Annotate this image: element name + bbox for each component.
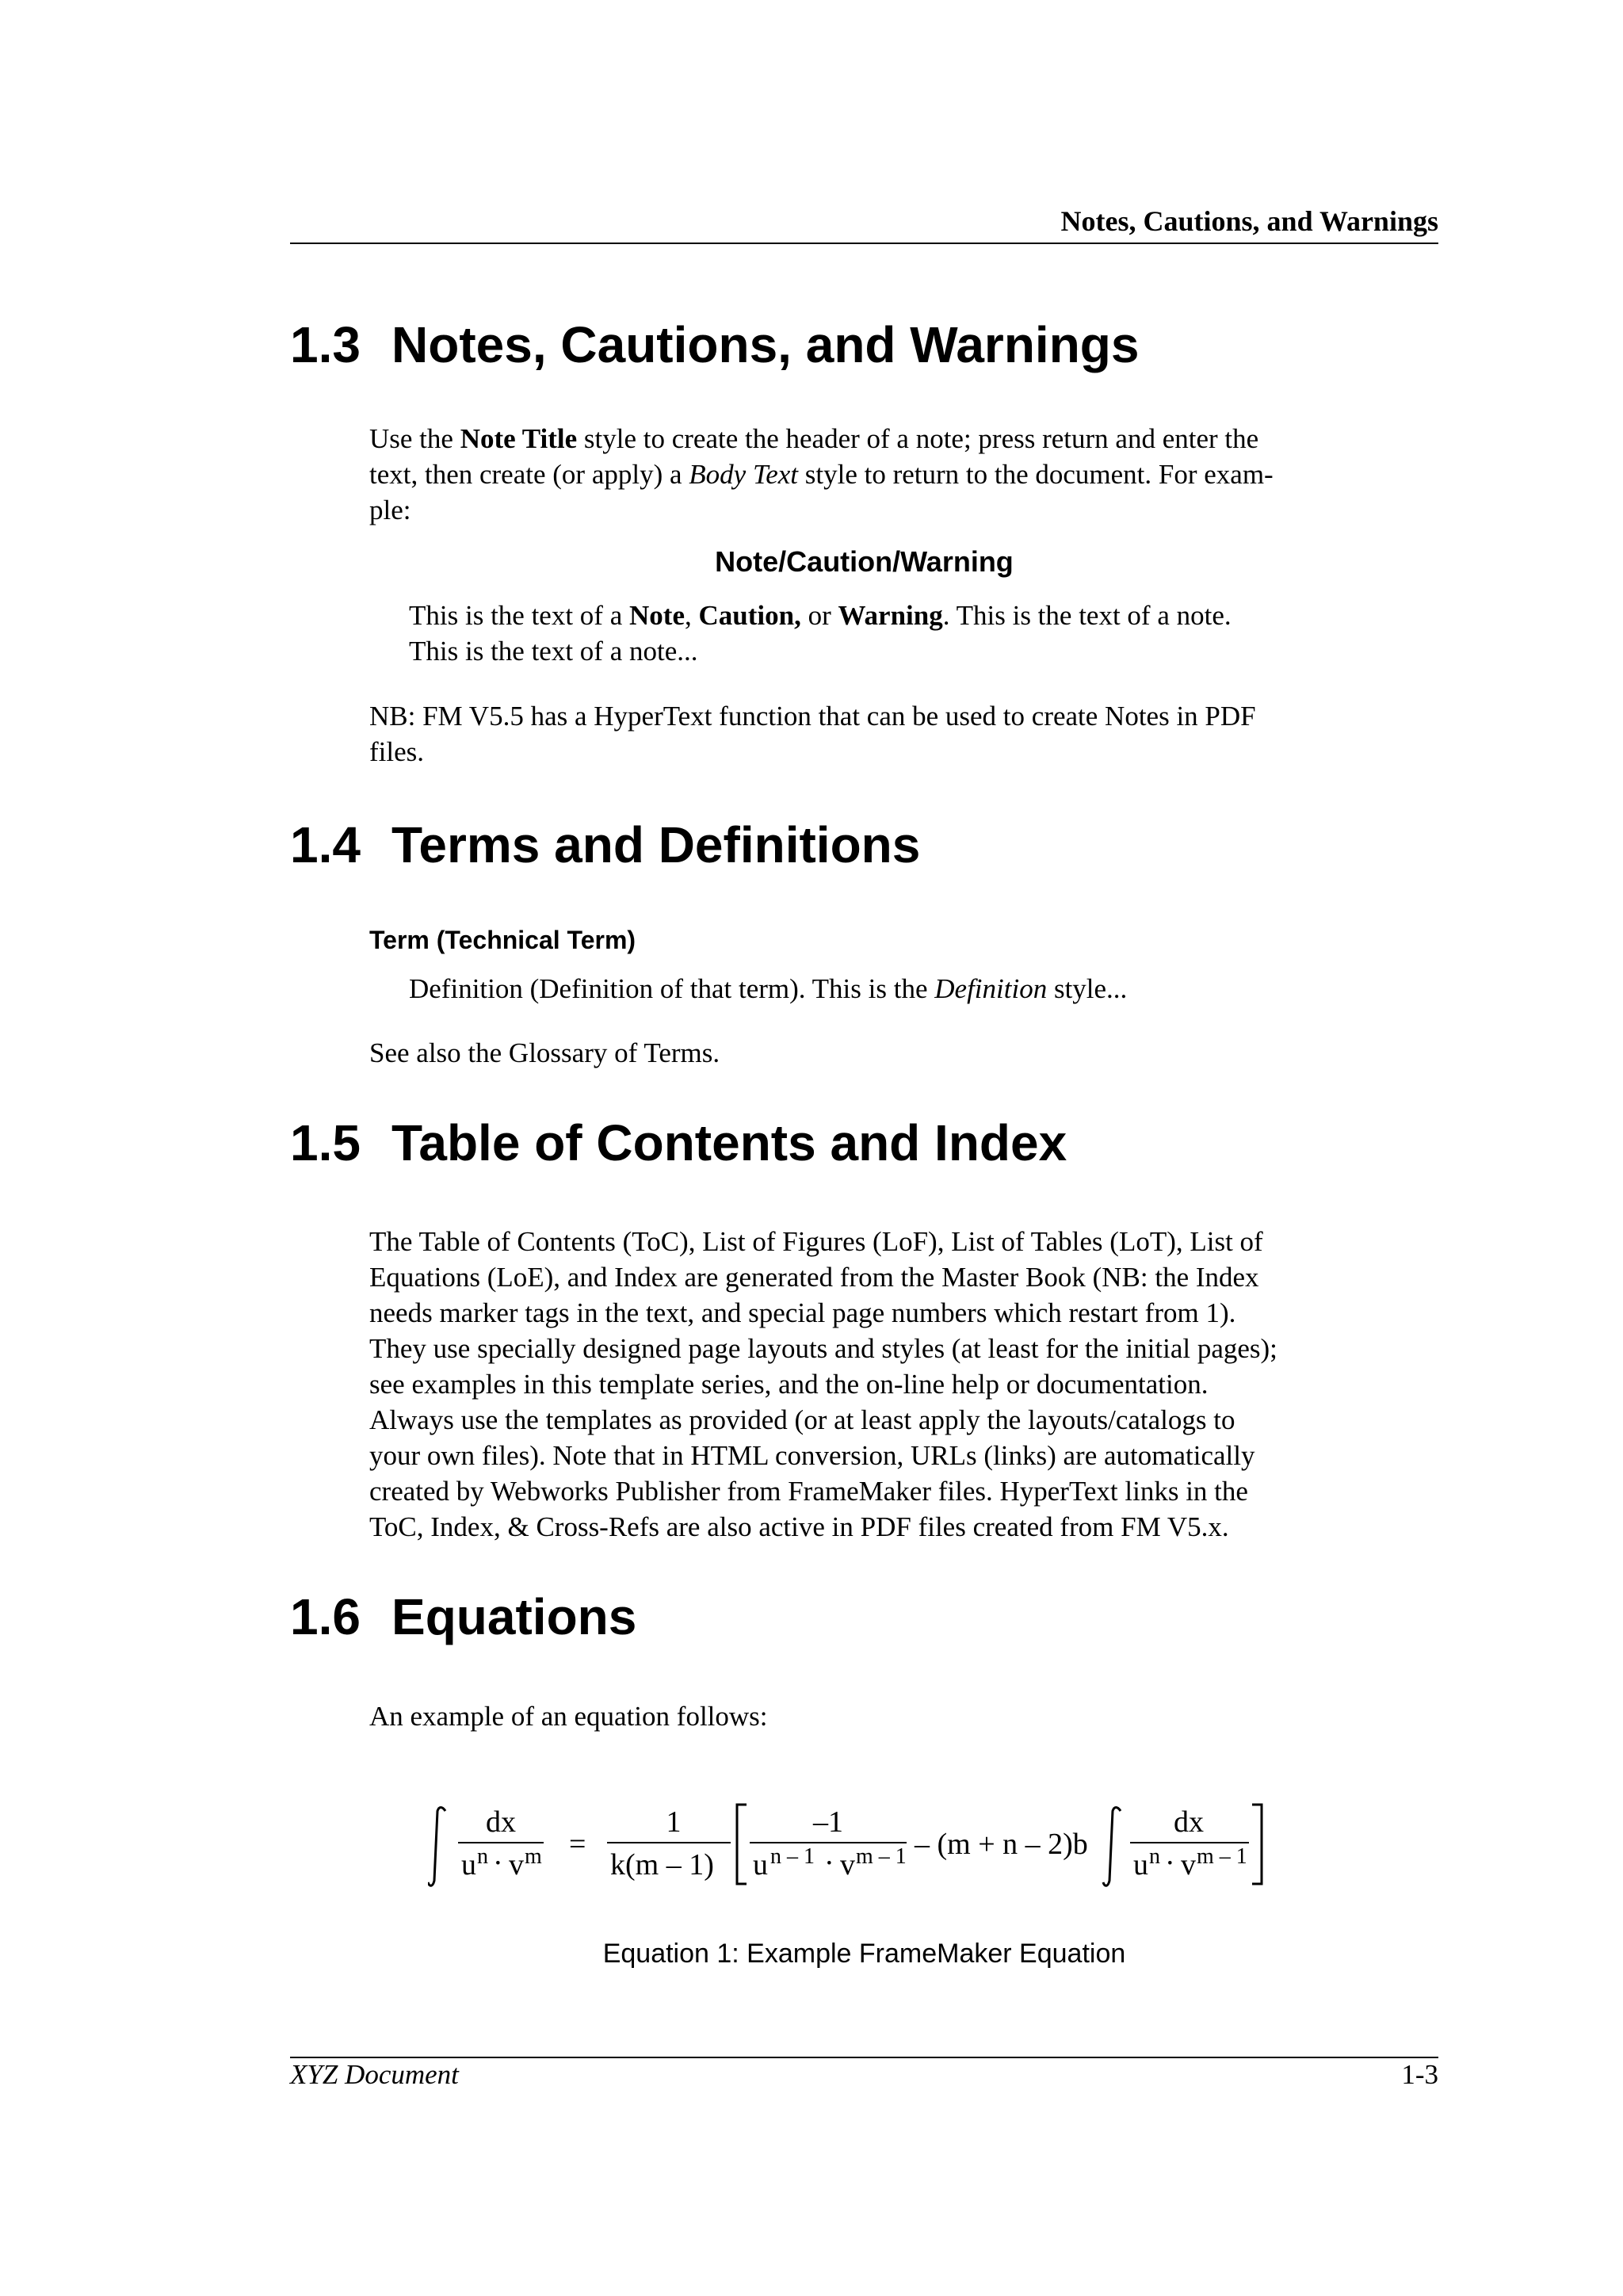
paragraph-line: see examples in this template series, and the on-line help or documentation.	[369, 1369, 1209, 1400]
middle-expression: – (m + n – 2)b	[915, 1828, 1088, 1861]
section-heading-1-4	[290, 816, 920, 874]
note-text	[409, 598, 1400, 669]
denominator-v: v	[1181, 1848, 1196, 1881]
section-number: 1.4	[290, 816, 361, 873]
bold-run: Warning	[838, 600, 943, 631]
text-run: . This is the text of a note.	[942, 600, 1232, 631]
paragraph-line	[409, 971, 1400, 1007]
section-heading-1-3	[290, 315, 1139, 374]
bold-run: Note	[629, 600, 685, 631]
section-heading-1-6	[290, 1587, 636, 1646]
text-run: style to return to the document. For exam-	[798, 459, 1274, 490]
denominator-u: u	[753, 1848, 768, 1881]
numerator-dx: dx	[1174, 1805, 1204, 1839]
dot-operator: ·	[1165, 1847, 1175, 1880]
text-run: This is the text of a	[409, 600, 630, 631]
footer-document-title: XYZ Document	[290, 2059, 459, 2090]
numerator-dx: dx	[486, 1805, 516, 1839]
text-run: text, then create (or apply) a	[369, 459, 689, 490]
toc-paragraph	[369, 1224, 1360, 1545]
see-also-paragraph	[369, 1035, 1360, 1071]
exponent-m-minus-1: m – 1	[1197, 1844, 1247, 1869]
dot-operator: ·	[493, 1847, 503, 1880]
nb-paragraph	[369, 698, 1360, 770]
equation-caption: Equation 1: Example FrameMaker Equation	[602, 1939, 1126, 1969]
numerator-neg-one: –1	[813, 1805, 843, 1839]
running-header: Notes, Cautions, and Warnings	[1060, 205, 1438, 237]
denominator-v: v	[509, 1848, 524, 1881]
text-run: style...	[1047, 973, 1128, 1004]
section-title: Terms and Definitions	[391, 816, 921, 873]
paragraph-line: files.	[369, 736, 425, 767]
text-run: Use the	[369, 423, 460, 454]
notes-intro-paragraph	[369, 421, 1360, 528]
bold-run: Caution,	[698, 600, 801, 631]
paragraph-line: Equations (LoE), and Index are generated from the Master Book (NB: the Index	[369, 1262, 1259, 1293]
integral-sign	[1103, 1808, 1121, 1886]
text-run: style to create the header of a note; press return and enter the	[577, 423, 1259, 454]
paragraph-line: They use specially designed page layouts and styles (at least for the initial pages);	[369, 1333, 1277, 1364]
exponent-m: m	[525, 1844, 542, 1869]
text-run: or	[800, 600, 838, 631]
text-run: Definition (Definition of that term). This is the	[409, 973, 935, 1004]
section-heading-1-5	[290, 1114, 1067, 1172]
exponent-n-minus-1: n – 1	[770, 1844, 815, 1869]
section-title: Equations	[391, 1588, 637, 1645]
paragraph-line: This is the text of a note...	[409, 636, 698, 667]
paragraph-line	[369, 421, 1360, 457]
section-title: Table of Contents and Index	[391, 1114, 1067, 1171]
dot-operator: ·	[824, 1847, 834, 1880]
definition-text	[409, 971, 1400, 1007]
exponent-m-minus-1: m – 1	[856, 1844, 907, 1869]
paragraph-line	[369, 457, 1360, 492]
denominator-u: u	[1133, 1848, 1148, 1881]
paragraph-line: needs marker tags in the text, and special page numbers which restart from 1).	[369, 1297, 1236, 1328]
numerator-one: 1	[666, 1805, 682, 1839]
footer-rule	[290, 2057, 1438, 2058]
term-heading: Term (Technical Term)	[369, 926, 636, 954]
text-run: ,	[684, 600, 699, 631]
section-number: 1.3	[290, 316, 361, 373]
left-bracket	[737, 1805, 747, 1884]
paragraph-line	[409, 598, 1400, 633]
integral-sign	[428, 1808, 445, 1886]
note-title: Note/Caution/Warning	[715, 545, 1014, 578]
paragraph-line: An example of an equation follows:	[369, 1701, 768, 1732]
paragraph-line: Always use the templates as provided (or at least apply the layouts/catalogs to	[369, 1404, 1235, 1435]
italic-run: Definition	[934, 973, 1048, 1004]
denominator-v: v	[840, 1848, 855, 1881]
paragraph-line: your own files). Note that in HTML conversion, URLs (links) are automatically	[369, 1440, 1255, 1471]
paragraph-line: The Table of Contents (ToC), List of Figures (LoF), List of Tables (LoT), List of	[369, 1226, 1263, 1257]
exponent-n: n	[477, 1844, 488, 1869]
paragraph-line: ToC, Index, & Cross-Refs are also active in PDF files created from FM V5.x.	[369, 1511, 1229, 1542]
exponent-n: n	[1149, 1844, 1160, 1869]
equation-figure	[428, 1795, 1300, 1906]
bold-run: Note Title	[460, 423, 578, 454]
paragraph-line: See also the Glossary of Terms.	[369, 1037, 720, 1068]
header-rule	[290, 243, 1438, 244]
denominator-u: u	[461, 1848, 476, 1881]
paragraph-line: NB: FM V5.5 has a HyperText function that can be used to create Notes in PDF	[369, 701, 1256, 732]
right-bracket	[1252, 1805, 1262, 1884]
section-number: 1.5	[290, 1114, 361, 1171]
footer-page-number: 1-3	[1401, 2059, 1438, 2090]
section-number: 1.6	[290, 1588, 361, 1645]
equals-sign: =	[569, 1828, 586, 1861]
paragraph-line: ple:	[369, 495, 411, 525]
equation-intro	[369, 1698, 1360, 1734]
denominator-k-expr: k(m – 1)	[610, 1848, 714, 1881]
paragraph-line: created by Webworks Publisher from FrameMaker files. HyperText links in the	[369, 1476, 1248, 1507]
italic-run: Body Text	[689, 459, 798, 490]
section-title: Notes, Cautions, and Warnings	[391, 316, 1140, 373]
